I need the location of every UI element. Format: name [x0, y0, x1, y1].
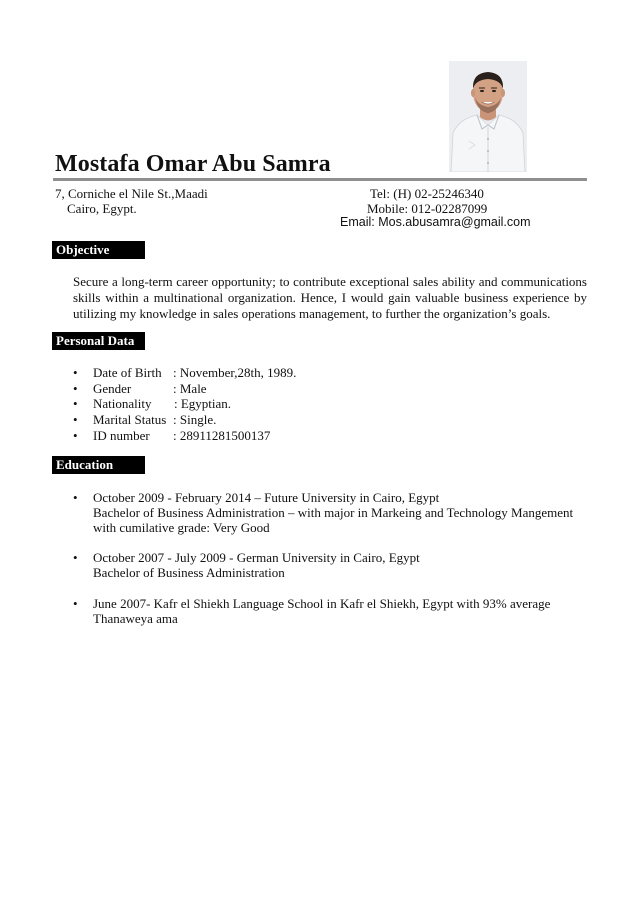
education-line: Thanaweya ama: [93, 611, 178, 626]
education-line: Bachelor of Business Administration: [93, 565, 285, 580]
bullet: •: [73, 596, 78, 611]
bullet: •: [73, 490, 78, 505]
field-label: Marital Status: [93, 412, 167, 427]
address-line-1: 7, Corniche el Nile St.,Maadi: [55, 186, 208, 201]
objective-text: Secure a long-term career opportunity; to contribute exceptional sales ability and communications skills within a multinational organization. Hence, I would gain valuable business experience by utilizing my knowledge in sales operations management, to further the organization’s goals.: [73, 274, 587, 321]
bullet: •: [73, 381, 78, 396]
section-heading-objective: Objective: [52, 241, 145, 259]
field-value: : 28911281500137: [173, 428, 271, 443]
education-line: June 2007- Kafr el Shiekh Language School in Kafr el Shiekh, Egypt with 93% average: [93, 596, 551, 611]
header-divider: [53, 178, 587, 181]
field-value: : Single.: [173, 412, 217, 427]
bullet: •: [73, 365, 78, 380]
field-value: : Male: [173, 381, 207, 396]
phone-home: Tel: (H) 02-25246340: [370, 186, 484, 201]
education-line: Bachelor of Business Administration – with major in Markeing and Technology Mangement: [93, 505, 574, 520]
section-heading-education: Education: [52, 456, 145, 474]
bullet: •: [73, 396, 78, 411]
field-label: Date of Birth: [93, 365, 162, 380]
address-line-2: Cairo, Egypt.: [67, 201, 137, 216]
bullet: •: [73, 412, 78, 427]
field-value: : November,28th, 1989.: [173, 365, 297, 380]
education-line: October 2007 - July 2009 - German University in Cairo, Egypt: [93, 550, 420, 565]
profile-photo: [449, 61, 527, 172]
email-address: Email: Mos.abusamra@gmail.com: [340, 215, 531, 229]
field-value: : Egyptian.: [174, 396, 232, 411]
section-heading-personal-data: Personal Data: [52, 332, 145, 350]
bullet: •: [73, 550, 78, 565]
field-label: Gender: [93, 381, 132, 396]
education-line: with cumilative grade: Very Good: [93, 520, 270, 535]
phone-mobile: Mobile: 012-02287099: [367, 201, 488, 216]
education-line: October 2009 - February 2014 – Future University in Cairo, Egypt: [93, 490, 440, 505]
bullet: •: [73, 428, 78, 443]
field-label: Nationality: [93, 396, 152, 411]
field-label: ID number: [93, 428, 150, 443]
candidate-name: Mostafa Omar Abu Samra: [55, 151, 331, 177]
